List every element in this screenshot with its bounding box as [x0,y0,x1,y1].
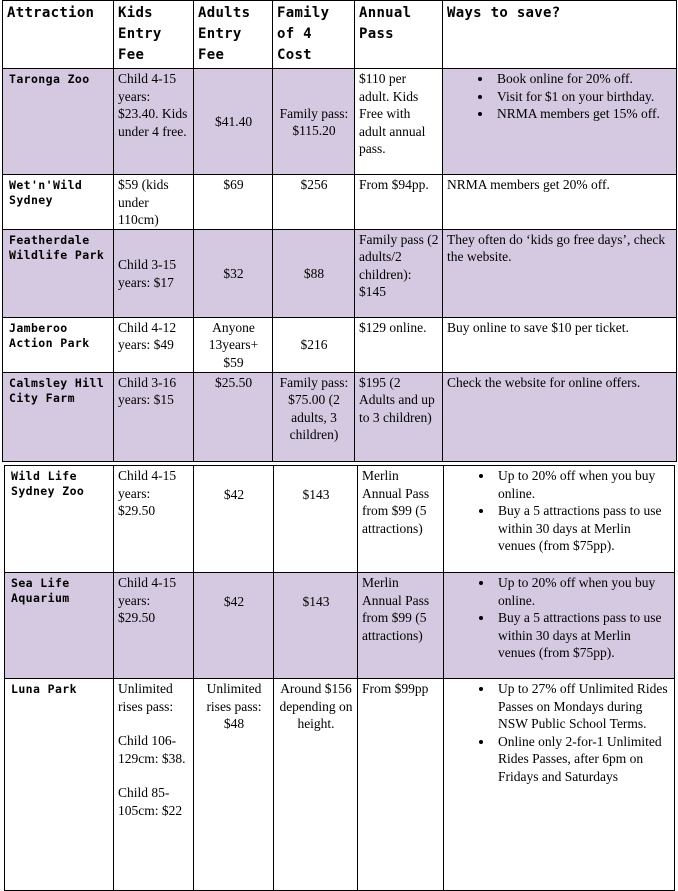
table-row [3,69,677,175]
attraction-name: Wild Life Sydney Zoo [5,466,114,573]
annual-pass: From $99pp [358,679,444,891]
family-cost: Family pass: $75.00 (2 adults, 3 children) [273,372,355,461]
ways-to-save [444,679,675,891]
family-cost: Family pass: $115.20 [273,69,355,175]
adults-fee: Anyone 13years+ $59 [194,317,273,372]
adults-fee: $25.50 [194,372,273,461]
kids-fee: Child 4-15 years: $29.50 [114,573,194,679]
save-tip: • Up to 27% off Unlimited Rides Passes on Mondays during NSW Public School Terms. [494,680,671,733]
attraction-name: Wet'n'Wild Sydney [3,175,114,230]
header-kids-entry-fee: Kids Entry Fee [114,1,194,69]
annual-pass: Merlin Annual Pass from $99 (5 attractions) [358,466,444,573]
save-tip: • Visit for $1 on your birthday. [493,88,673,106]
header-annual-pass: Annual Pass [355,1,443,69]
ways-to-save: Buy online to save $10 per ticket. [443,317,677,372]
save-tip: • Buy a 5 attractions pass to use within 30 days at Merlin venues (from $75pp). [494,609,671,662]
table-row [3,372,677,461]
header-adults-entry-fee: Adults Entry Fee [194,1,273,69]
annual-pass: From $94pp. [355,175,443,230]
header-family-cost: Family of 4 Cost [273,1,355,69]
family-cost: $143 [274,573,358,679]
adults-fee: $41.40 [194,69,273,175]
attraction-name: Calmsley Hill City Farm [3,372,114,461]
attraction-name: Taronga Zoo [3,69,114,175]
ways-to-save: They often do ‘kids go free days’, check the website. [443,229,677,317]
ways-to-save [444,466,675,573]
kids-fee-line: Child 85-105cm: $22 [118,785,183,818]
save-tip: • Online only 2-for-1 Unlimited Rides Passes, after 6pm on Fridays and Saturdays [494,733,671,786]
kids-fee [114,679,194,891]
save-tip: • Up to 20% off when you buy online. [494,467,671,502]
kids-fee: Child 3-15 years: $17 [114,229,194,317]
table-row [3,175,677,230]
adults-fee: Unlimited rises pass: $48 [194,679,274,891]
header-ways-to-save: Ways to save? [443,1,677,69]
save-tip: • Up to 20% off when you buy online. [494,574,671,609]
family-cost: $143 [274,466,358,573]
table-row [3,229,677,317]
kids-fee: $59 (kids under 110cm) [114,175,194,230]
ways-to-save [444,573,675,679]
family-cost: $88 [273,229,355,317]
header-row [3,1,677,69]
kids-fee-line: Unlimited rises pass: [118,681,174,714]
ways-to-save [443,69,677,175]
table-row [3,317,677,372]
annual-pass: $110 per adult. Kids Free with adult annual pass. [355,69,443,175]
attraction-name: Sea Life Aquarium [5,573,114,679]
attractions-table-1 [2,0,677,462]
adults-fee: $42 [194,573,274,679]
attraction-name: Jamberoo Action Park [3,317,114,372]
annual-pass: Merlin Annual Pass from $99 (5 attractions) [358,573,444,679]
adults-fee: $42 [194,466,274,573]
table-row [5,573,675,679]
kids-fee-line: Child 106-129cm: $38. [118,733,186,766]
save-tip: • Book online for 20% off. [493,70,673,88]
adults-fee: $69 [194,175,273,230]
kids-fee: Child 4-15 years: $29.50 [114,466,194,573]
table-row [5,466,675,573]
attractions-table-2 [4,465,675,891]
annual-pass: Family pass (2 adults/2 children): $145 [355,229,443,317]
attraction-name: Featherdale Wildlife Park [3,229,114,317]
ways-to-save: NRMA members get 20% off. [443,175,677,230]
kids-fee: Child 3-16 years: $15 [114,372,194,461]
attraction-name: Luna Park [5,679,114,891]
ways-to-save: Check the website for online offers. [443,372,677,461]
table-row [5,679,675,891]
save-tip: • NRMA members get 15% off. [493,105,673,123]
save-tip: • Buy a 5 attractions pass to use within 30 days at Merlin venues (from $75pp). [494,502,671,555]
family-cost: $216 [273,317,355,372]
kids-fee: Child 4-15 years: $23.40. Kids under 4 free. [114,69,194,175]
annual-pass: $129 online. [355,317,443,372]
family-cost: $256 [273,175,355,230]
header-attraction: Attraction [3,1,114,69]
family-cost: Around $156 depending on height. [274,679,358,891]
kids-fee: Child 4-12 years: $49 [114,317,194,372]
adults-fee: $32 [194,229,273,317]
annual-pass: $195 (2 Adults and up to 3 children) [355,372,443,461]
